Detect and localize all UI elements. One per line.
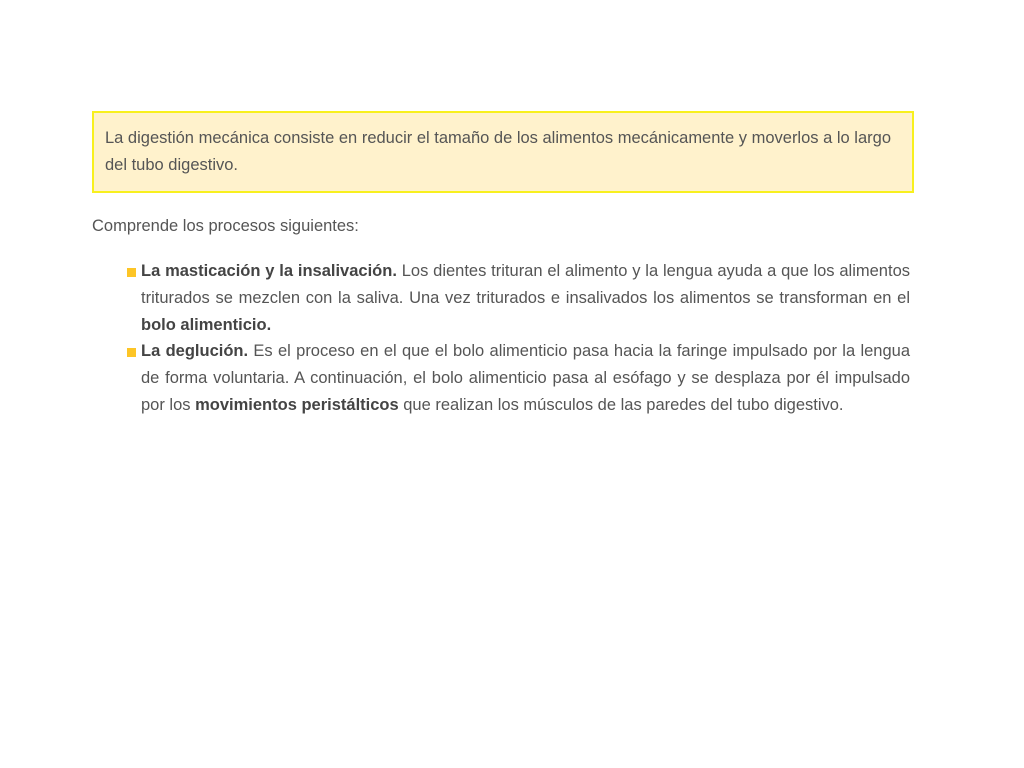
square-bullet-icon	[127, 268, 136, 277]
square-bullet-icon	[127, 348, 136, 357]
content-area	[92, 111, 914, 419]
list-item-masticacion	[141, 258, 910, 338]
process-list	[92, 258, 914, 419]
callout-text: La digestión mecánica consiste en reducir el tamaño de los alimentos mecánicamente y moverlos a lo largo del tubo digestivo.	[105, 129, 891, 174]
item-keyword: movimientos peristálticos	[195, 395, 399, 414]
item-text: Es el proceso en el que el bolo alimenticio pasa hacia la faringe impulsado por la lengua de forma voluntaria. A continuación, el bolo alimenticio pasa al esófago y se desplaza por él impulsado por los	[141, 342, 910, 414]
item-text-end: que realizan los músculos de las paredes del tubo digestivo.	[398, 395, 844, 414]
definition-callout	[92, 111, 914, 193]
item-text: Los dientes trituran el alimento y la lengua ayuda a que los alimentos triturados se mezclen con la saliva. Una vez triturados e insalivados los alimentos se transforman en el	[141, 262, 910, 307]
item-title: La masticación y la insalivación.	[141, 262, 397, 280]
list-item-deglucion	[141, 338, 910, 418]
intro-text: Comprende los procesos siguientes:	[92, 217, 359, 235]
item-title: La deglución.	[141, 342, 249, 361]
item-keyword: bolo alimenticio.	[141, 315, 272, 334]
